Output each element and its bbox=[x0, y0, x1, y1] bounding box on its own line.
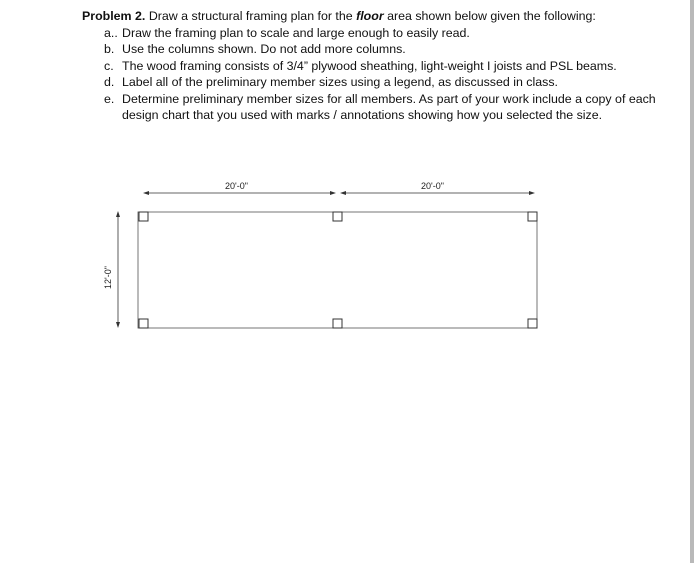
arrowhead-left-end bbox=[330, 191, 336, 195]
item-text: Draw the framing plan to scale and large enough to easily read. bbox=[122, 25, 470, 40]
item-marker: b. bbox=[104, 42, 115, 56]
item-marker: e. bbox=[104, 91, 115, 106]
arrowhead-vertical-top bbox=[116, 211, 120, 217]
column-bottom-middle bbox=[333, 319, 342, 328]
intro-before: Draw a structural framing plan for the bbox=[148, 9, 353, 23]
problem-heading: Problem 2. bbox=[82, 9, 146, 23]
dimension-label-height: 12'-0" bbox=[103, 266, 113, 289]
column-top-left bbox=[139, 212, 148, 221]
column-top-right bbox=[528, 212, 537, 221]
column-bottom-right bbox=[528, 319, 537, 328]
column-top-middle bbox=[333, 212, 342, 221]
dimension-label-left: 20'-0" bbox=[225, 181, 248, 191]
item-text: Label all of the preliminary member sizes using a legend, as discussed in class. bbox=[122, 75, 558, 89]
item-text: Determine preliminary member sizes for all members. As part of your work include a copy of each design chart that you used with marks / annotations showing how you selected the size. bbox=[122, 91, 656, 122]
intro-after: area shown below given the following: bbox=[387, 9, 596, 23]
arrowhead-right-start bbox=[340, 191, 346, 195]
arrowhead-vertical-bottom bbox=[116, 322, 120, 328]
dimension-label-right: 20'-0" bbox=[421, 181, 444, 191]
arrowhead-left-start bbox=[143, 191, 149, 195]
item-marker: a.. bbox=[104, 25, 118, 40]
column-bottom-left bbox=[139, 319, 148, 328]
item-marker: d. bbox=[104, 75, 115, 89]
arrowhead-right-end bbox=[529, 191, 535, 195]
intro-emphasis: floor bbox=[356, 9, 384, 23]
floor-outline bbox=[138, 212, 537, 328]
item-text: Use the columns shown. Do not add more columns. bbox=[122, 42, 406, 56]
item-text: The wood framing consists of 3/4” plywood sheathing, light-weight I joists and PSL beams. bbox=[122, 58, 617, 73]
item-marker: c. bbox=[104, 58, 114, 73]
